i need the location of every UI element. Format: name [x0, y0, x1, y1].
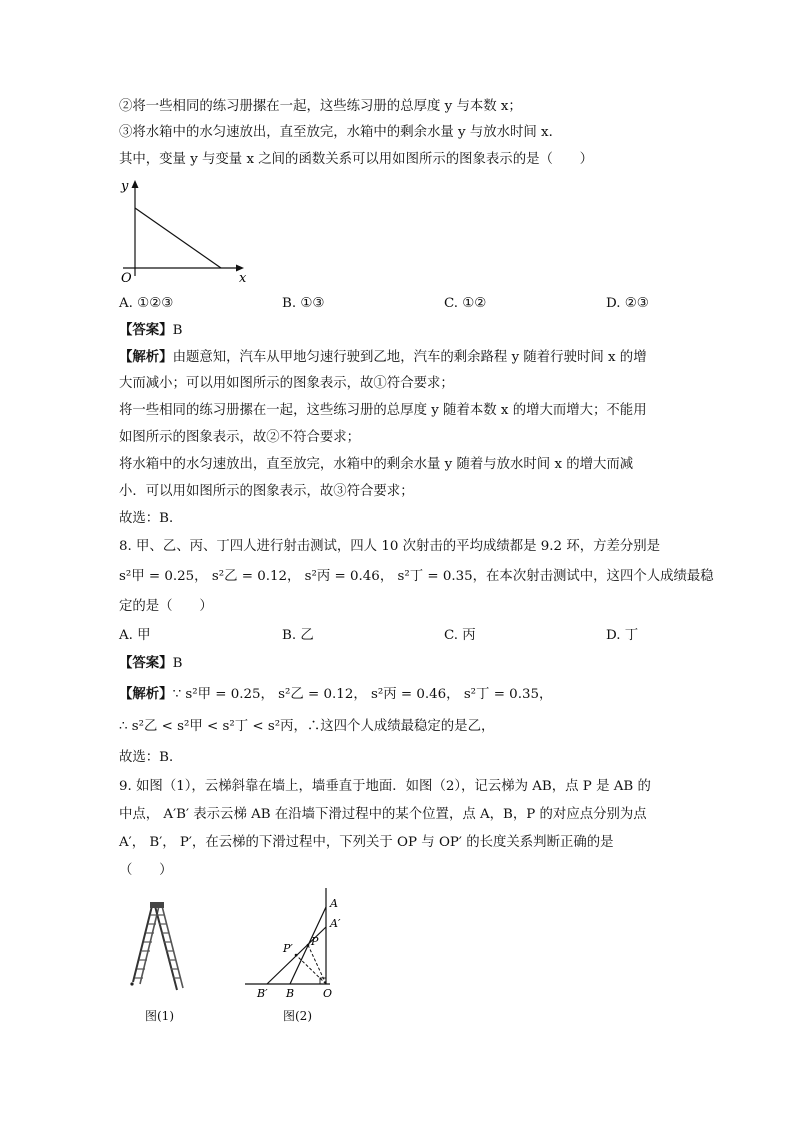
figure-2-caption: 图(2)	[283, 1009, 312, 1023]
label-p: P	[311, 935, 319, 948]
q8-option-a: A. 甲	[119, 628, 151, 643]
answer-value: B	[172, 656, 183, 671]
analysis-text: ∵ s²甲 = 0.25， s²乙 = 0.12， s²丙 = 0.46， s²丁 = 0.35，	[172, 687, 553, 702]
q9-stem: 中点， A′B′ 表示云梯 AB 在沿墙下滑过程中的某个位置，点 A，B，P 的对应点分别为点	[119, 807, 647, 822]
analysis-tag: 【解析】	[119, 349, 173, 365]
figure-1-caption: 图(1)	[145, 1009, 174, 1023]
answer-tag: 【答案】	[119, 322, 173, 338]
analysis-text: ∴ s²乙 < s²甲 < s²丁 < s²丙，∴这四个人成绩最稳定的是乙，	[119, 719, 495, 734]
analysis-text: 小．可以用如图所示的图象表示，故③符合要求；	[119, 484, 414, 499]
x-axis-label: x	[239, 271, 247, 286]
analysis-text: 大而减小；可以用如图所示的图象表示，故①符合要求；	[119, 376, 454, 391]
label-o: O	[323, 987, 333, 1000]
graph-line	[135, 208, 221, 268]
label-p-prime: P′	[283, 942, 293, 955]
analysis-text: 由题意知，汽车从甲地匀速行驶到乙地，汽车的剩余路程 y 随着行驶时间 x 的增	[172, 350, 647, 365]
answer-value: B	[172, 323, 183, 338]
answer-tag: 【答案】	[119, 655, 173, 671]
q8-conclusion: 故选：B．	[119, 750, 183, 765]
q8-analysis-line	[119, 684, 552, 705]
q7-statement-3: ③将水箱中的水匀速放出，直至放完，水箱中的剩余水量 y 与放水时间 x．	[119, 125, 562, 140]
q7-conclusion: 故选：B．	[119, 511, 183, 526]
label-a: A	[330, 897, 338, 910]
q8-stem: 定的是（ ）	[119, 599, 213, 614]
label-a-prime: A′	[330, 917, 341, 930]
q7-answer-line	[119, 320, 182, 341]
segment-op-prime	[296, 955, 326, 984]
ladder-figure	[125, 900, 200, 1000]
q9-stem: 9. 如图（1），云梯斜靠在墙上，墙垂直于地面．如图（2），记云梯为 AB，点 P 是 AB 的	[119, 779, 651, 794]
origin-label: O	[121, 271, 132, 286]
label-b-prime: B′	[257, 987, 268, 1000]
q7-analysis-line	[119, 347, 647, 368]
analysis-text: 将水箱中的水匀速放出，直至放完，水箱中的剩余水量 y 随着与放水时间 x 的增大而减	[119, 457, 634, 472]
q7-function-graph	[115, 178, 255, 288]
q7-question: 其中，变量 y 与变量 x 之间的函数关系可以用如图所示的图象表示的是（ ）	[119, 152, 594, 167]
q8-stem: 8. 甲、乙、丙、丁四人进行射击测试，四人 10 次射击的平均成绩都是 9.2 环，方差分别是	[119, 539, 661, 554]
q8-option-c: C. 丙	[444, 628, 476, 643]
y-axis-label: y	[121, 179, 129, 194]
q8-option-b: B. 乙	[282, 628, 314, 643]
q7-statement-2: ②将一些相同的练习册摞在一起，这些练习册的总厚度 y 与本数 x；	[119, 99, 522, 114]
q9-stem: （ ）	[119, 863, 173, 878]
q7-option-b: B. ①③	[282, 296, 325, 311]
y-axis-arrow	[132, 180, 139, 188]
analysis-text: 如图所示的图象表示，故②不符合要求；	[119, 430, 361, 445]
q8-answer-line	[119, 653, 182, 674]
q8-option-d: D. 丁	[606, 628, 639, 643]
label-b: B	[286, 987, 295, 1000]
ladder-geometry-figure	[240, 885, 350, 1000]
analysis-tag: 【解析】	[119, 686, 173, 702]
q7-option-c: C. ①②	[444, 296, 487, 311]
segment-op	[308, 945, 326, 984]
analysis-text: 将一些相同的练习册摞在一起，这些练习册的总厚度 y 随着本数 x 的增大而增大；不能用	[119, 403, 647, 418]
q9-stem: A′， B′， P′，在云梯的下滑过程中，下列关于 OP 与 OP′ 的长度关系判断正确的是	[119, 835, 614, 850]
q8-stem: s²甲 = 0.25， s²乙 = 0.12， s²丙 = 0.46， s²丁 = 0.35，在本次射击测试中，这四个人成绩最稳	[119, 569, 714, 584]
q7-option-a: A. ①②③	[119, 296, 174, 311]
q7-option-d: D. ②③	[606, 296, 649, 311]
